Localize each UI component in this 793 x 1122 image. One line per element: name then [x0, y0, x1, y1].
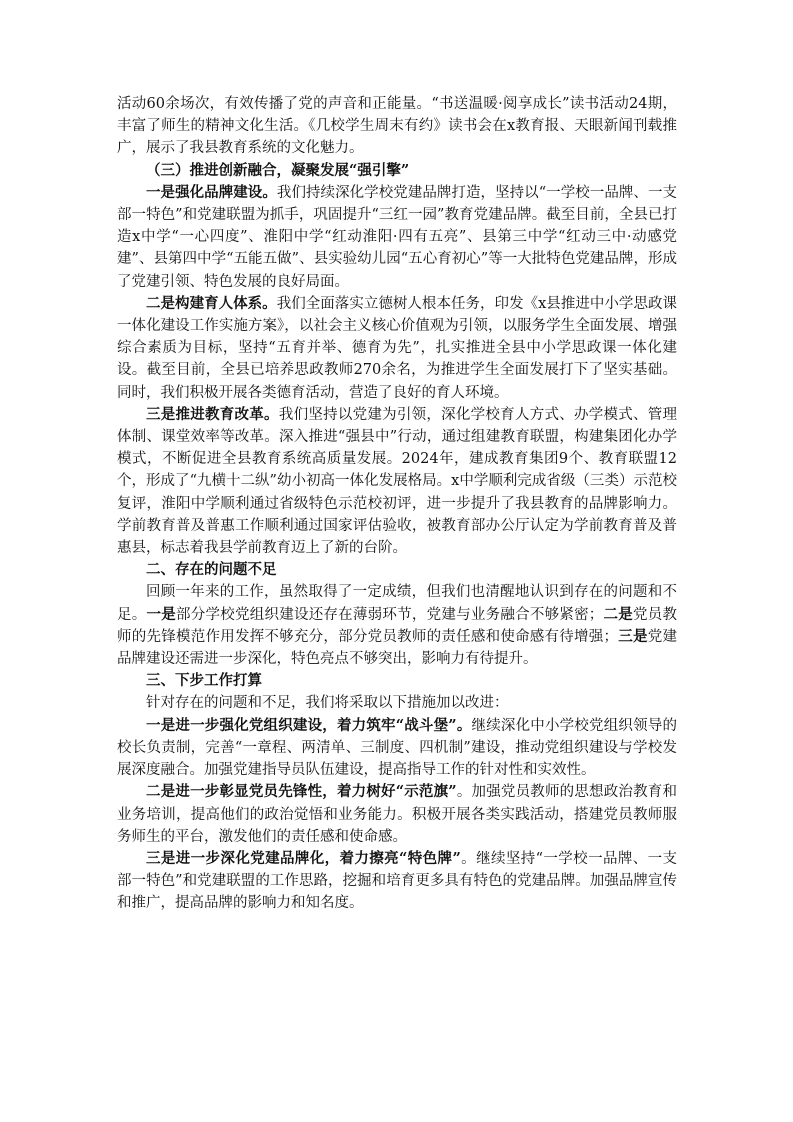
section-heading-problems	[117, 559, 677, 581]
text-run: 党建品牌建设还需进一步深化，特色亮点不够突出，影响力有待提升。	[117, 628, 678, 668]
paragraph-education-system	[117, 293, 677, 404]
bold-lead: 二是	[603, 605, 634, 623]
paragraph-measure-one	[117, 715, 677, 782]
heading-text: 二、存在的问题不足	[146, 561, 277, 579]
bold-lead: 一是进一步强化党组织建设，着力筑牢“战斗堡”。	[146, 716, 472, 734]
paragraph-reading-activities	[117, 93, 677, 160]
paragraph-measure-two	[117, 781, 677, 848]
text-run: 党员教师的先锋模范作用发挥不够充分，部分党员教师的责任感和使命感有待增强；	[117, 606, 678, 645]
bold-lead: 二是构建育人体系。	[146, 294, 277, 312]
paragraph-measures-intro	[117, 692, 677, 714]
text-run: 继续深化中小学校党组织领导的校长负责制，完善“一章程、两清单、三制度、四机制”建设，推动党组织建设与学校发展深度融合。加强党建指导员队伍建设，提高指导工作的针对性和实效性。	[117, 717, 677, 779]
document-body	[117, 93, 677, 915]
heading-text: （三）推进创新融合，凝聚发展“强引擎”	[146, 161, 410, 179]
text-run: 回顾一年来的工作，虽然取得了一定成绩，但我们也清醒地认识到存在的问题和不足。	[117, 584, 677, 623]
text-run: 我们坚持以党建为引领，深化学校育人方式、办学模式、管理体制、课堂效率等改革。深入推进“强县中”行动，通过组建教育联盟，构建集团化办学模式，不断促进全县教育系统高质量发展。2024年，建成教育集团9个、教育联盟12个，形成了“九横十二纵”幼小初高一体化发展格局。x中学顺利完成省级（三类）示范校复评，淮阳中学顺利通过省级特色示范校初评，进一步提升了我县教育的品牌影响力。学前教育普及普惠工作顺利通过国家评估验收，被教育部办公厅认定为学前教育普及普惠县，标志着我县学前教育迈上了新的台阶。	[117, 406, 678, 557]
bold-lead: 三是	[618, 627, 648, 645]
text-run: 针对存在的问题和不足，我们将采取以下措施加以改进：	[146, 695, 509, 712]
bold-lead: 三是推进教育改革。	[146, 405, 279, 423]
text-run: 部分学校党组织建设还存在薄弱环节，党建与业务融合不够紧密；	[176, 606, 604, 623]
text-run: 我们全面落实立德树人根本任务，印发《x县推进中小学思政课一体化建设工作实施方案》，以社会主义核心价值观为引领，以服务学生全面发展、增强综合素质为目标，坚持“五育并举、德育为先”，扎实推进全县中小学思政课一体化建设。截至目前，全县已培养思政教师270余名，为推进学生全面发展打下了坚实基础。同时，我们积极开展各类德育活动，营造了良好的育人环境。	[117, 295, 677, 401]
text-run: 我们持续深化学校党建品牌打造，坚持以“一学校一品牌、一支部一特色”和党建联盟为抓手，巩固提升“三红一园”教育党建品牌。截至目前，全县已打造x中学“一心四度”、淮阳中学“红动淮阳·四有五亮”、县第三中学“红动三中·动感党建”、县第四中学“五能五做”、县实验幼儿园“五心育初心”等一大批特色党建品牌，形成了党建引领、特色发展的良好局面。	[117, 184, 678, 290]
bold-lead: 三是进一步深化党建品牌化，着力擦亮“特色牌”	[146, 849, 461, 867]
section-heading-innovation	[117, 160, 677, 182]
section-heading-next-steps	[117, 670, 677, 692]
heading-text: 三、下步工作打算	[146, 672, 262, 690]
paragraph-problems	[117, 581, 677, 670]
paragraph-brand-building	[117, 182, 677, 293]
paragraph-measure-three	[117, 848, 677, 915]
paragraph-education-reform	[117, 404, 677, 559]
text-run: 。继续坚持“一学校一品牌、一支部一特色”和党建联盟的工作思路，挖掘和培育更多具有特色的党建品牌。加强品牌宣传和推广，提高品牌的影响力和知名度。	[117, 850, 677, 912]
bold-lead: 一是强化品牌建设。	[146, 183, 277, 201]
text-run: 活动60余场次，有效传播了党的声音和正能量。“书送温暖·阅享成长”读书活动24期，丰富了师生的精神文化生活。《几校学生周末有约》读书会在x教育报、天眼新闻刊载推广，展示了我县教育系统的文化魅力。	[117, 96, 677, 157]
bold-lead: 二是进一步彰显党员先锋性，着力树好“示范旗”	[146, 783, 457, 801]
text-run: 。加强党员教师的思想政治教育和业务培训，提高他们的政治觉悟和业务能力。积极开展各类实践活动，搭建党员教师服务师生的平台，激发他们的责任感和使命感。	[117, 784, 677, 845]
bold-lead: 一是	[146, 605, 176, 623]
